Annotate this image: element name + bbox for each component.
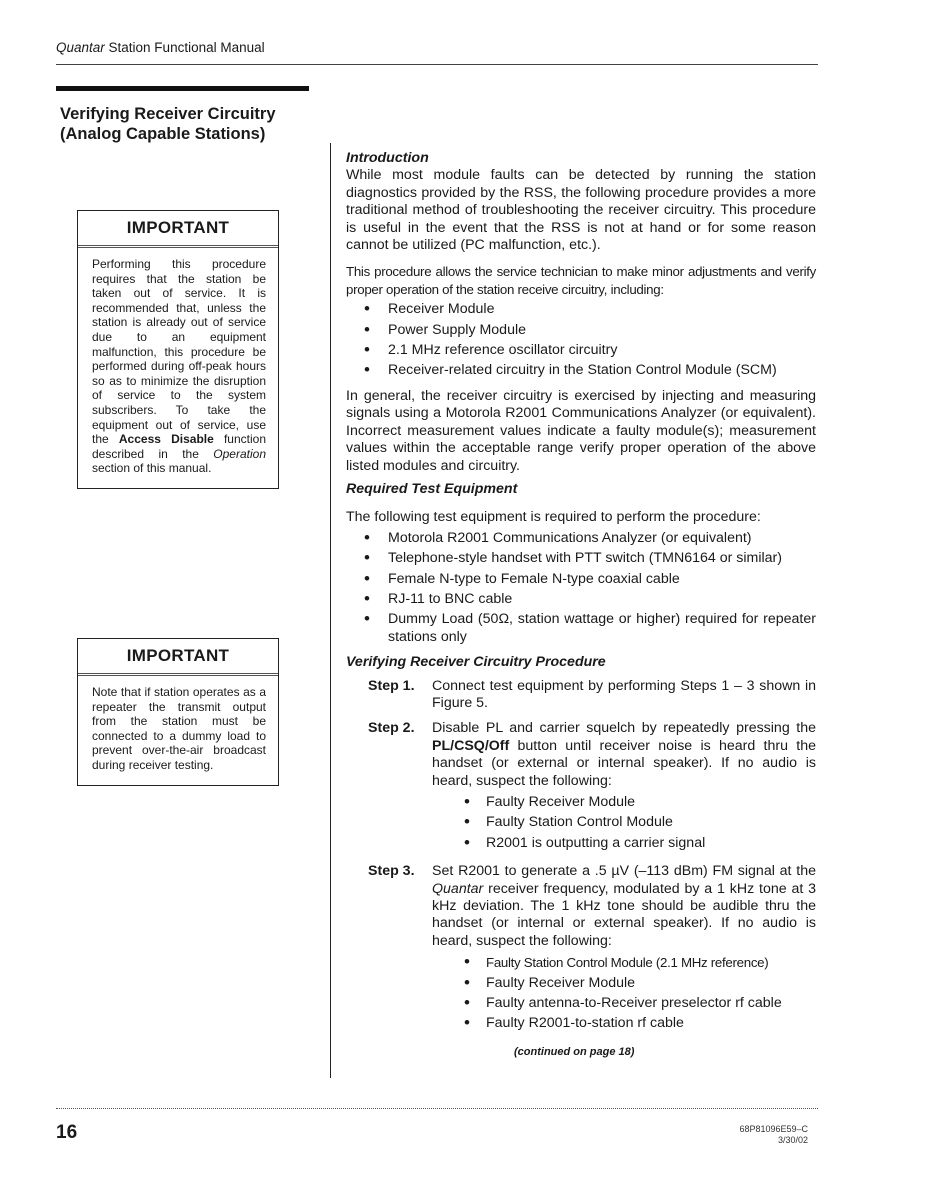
section-title-line2: (Analog Capable Stations) (60, 125, 266, 143)
doc-date: 3/30/02 (777, 1135, 808, 1145)
main-column (346, 150, 816, 1061)
equipment-heading: Required Test Equipment (346, 480, 518, 497)
important1-bold: Access Disable (118, 432, 214, 447)
doc-number: 68P81096E59–C (739, 1124, 808, 1134)
intro-bullets (346, 301, 816, 380)
step-2 (346, 720, 816, 855)
step-3-text-a: Set R2001 to generate a .5 µV (–113 dBm) FM signal at the (432, 863, 816, 880)
header-title: Station Functional Manual (104, 40, 265, 55)
important1-italic: Operation (213, 446, 266, 461)
list-item: • RJ-11 to BNC cable (346, 591, 816, 608)
header-rule (56, 64, 818, 65)
equipment-intro: The following test equipment is required to perform the procedure: (346, 509, 761, 526)
important-text-1 (78, 248, 278, 488)
list-item: • Faulty Receiver Module (432, 794, 816, 811)
running-header (56, 40, 265, 55)
step-2-label: Step 2. (368, 720, 415, 737)
step-2-text-b: button until receiver noise is heard thru the handset (or external or internal speaker). If no audio is heard, suspect the following: (432, 737, 816, 789)
intro-para-3: In general, the receiver circuitry is exercised by injecting and measuring signals using a Motorola R2001 Communications Analyzer (or equivalent). Incorrect measurement values indicate a faulty module(s); measurement values within the acceptable range verify proper operation of the above listed modules and circuitry. (346, 387, 816, 474)
important-box-2 (77, 638, 279, 786)
list-item: • Receiver-related circuitry in the Station Control Module (SCM) (346, 362, 816, 379)
doc-id (680, 1124, 808, 1146)
intro-heading: Introduction (346, 150, 429, 166)
step-3-label: Step 3. (368, 863, 415, 880)
list-item: • 2.1 MHz reference oscillator circuitry (346, 342, 816, 359)
step-2-text (432, 720, 816, 855)
list-item: • Faulty Station Control Module (2.1 MHz reference) (432, 954, 816, 971)
list-item: • Receiver Module (346, 301, 816, 318)
section-title-line1: Verifying Receiver Circuitry (60, 105, 276, 123)
section-title (60, 104, 330, 144)
important-heading-1: IMPORTANT (78, 211, 278, 248)
step-2-bullets (432, 794, 816, 852)
important-box-1 (77, 210, 279, 489)
important-heading-2: IMPORTANT (78, 639, 278, 676)
step-3-bullets (432, 954, 816, 1033)
important1-text-b: function described in the (92, 432, 266, 461)
list-item: • Dummy Load (50Ω, station wattage or higher) required for repeater stations only (346, 611, 816, 646)
list-item: • Motorola R2001 Communications Analyzer (or equivalent) (346, 530, 816, 547)
intro-para-2: This procedure allows the service technician to make minor adjustments and verify proper operation of the station receive circuitry, including: (346, 264, 816, 297)
list-item: • Faulty antenna-to-Receiver preselector rf cable (432, 995, 816, 1012)
step-2-bold: PL/CSQ/Off (432, 737, 510, 754)
header-brand: Quantar (56, 40, 105, 55)
equipment-bullets (346, 530, 816, 646)
footer-rule (56, 1108, 818, 1109)
step-3 (346, 863, 816, 1036)
column-divider (330, 143, 331, 1078)
intro-para-1: While most module faults can be detected by running the station diagnostics provided by the RSS, the following procedure provides a more traditional method of troubleshooting the receiver circuitry. This procedure is useful in the event that the RSS is not at hand or for some reason cannot be utilized (PC malfunction, etc.). (346, 167, 816, 254)
step-1-label: Step 1. (368, 677, 415, 694)
list-item: • Female N-type to Female N-type coaxial cable (346, 571, 816, 588)
important1-text-c: section of this manual. (92, 461, 212, 476)
page-number: 16 (56, 1122, 78, 1143)
step-3-text (432, 863, 816, 1036)
procedure-heading: Verifying Receiver Circuitry Procedure (346, 654, 606, 671)
list-item: • Power Supply Module (346, 322, 816, 339)
continued-note: (continued on page 18) (514, 1045, 635, 1058)
section-rule (56, 86, 309, 91)
step-3-text-b: receiver frequency, modulated by a 1 kHz tone at 3 kHz deviation. The 1 kHz tone should be audible thru the handset (or internal or external speaker). If no audio is heard, suspect the following: (432, 880, 816, 949)
step-2-text-a: Disable PL and carrier squelch by repeatedly pressing the (432, 720, 816, 737)
list-item: • Faulty Receiver Module (432, 975, 816, 992)
list-item: • R2001 is outputting a carrier signal (432, 835, 816, 852)
list-item: • Faulty R2001-to-station rf cable (432, 1015, 816, 1032)
list-item: • Telephone-style handset with PTT switch (TMN6164 or similar) (346, 550, 816, 567)
important1-text-a: Performing this procedure requires that the station be taken out of service. It is recommended that, unless the station is already out of service due to an equipment malfunction, this procedure be performed during off-peak hours so as to minimize the disruption of service to the system subscribers. To take the equipment out of service, use the (92, 257, 266, 447)
step-1-text: Connect test equipment by performing Steps 1 – 3 shown in Figure 5. (432, 677, 816, 711)
step-1 (346, 678, 816, 713)
list-item: • Faulty Station Control Module (432, 814, 816, 831)
step-3-italic: Quantar (432, 880, 484, 897)
important-text-2: Note that if station operates as a repeater the transmit output from the station must be connected to a dummy load to prevent over-the-air broadcast during receiver testing. (92, 685, 266, 772)
